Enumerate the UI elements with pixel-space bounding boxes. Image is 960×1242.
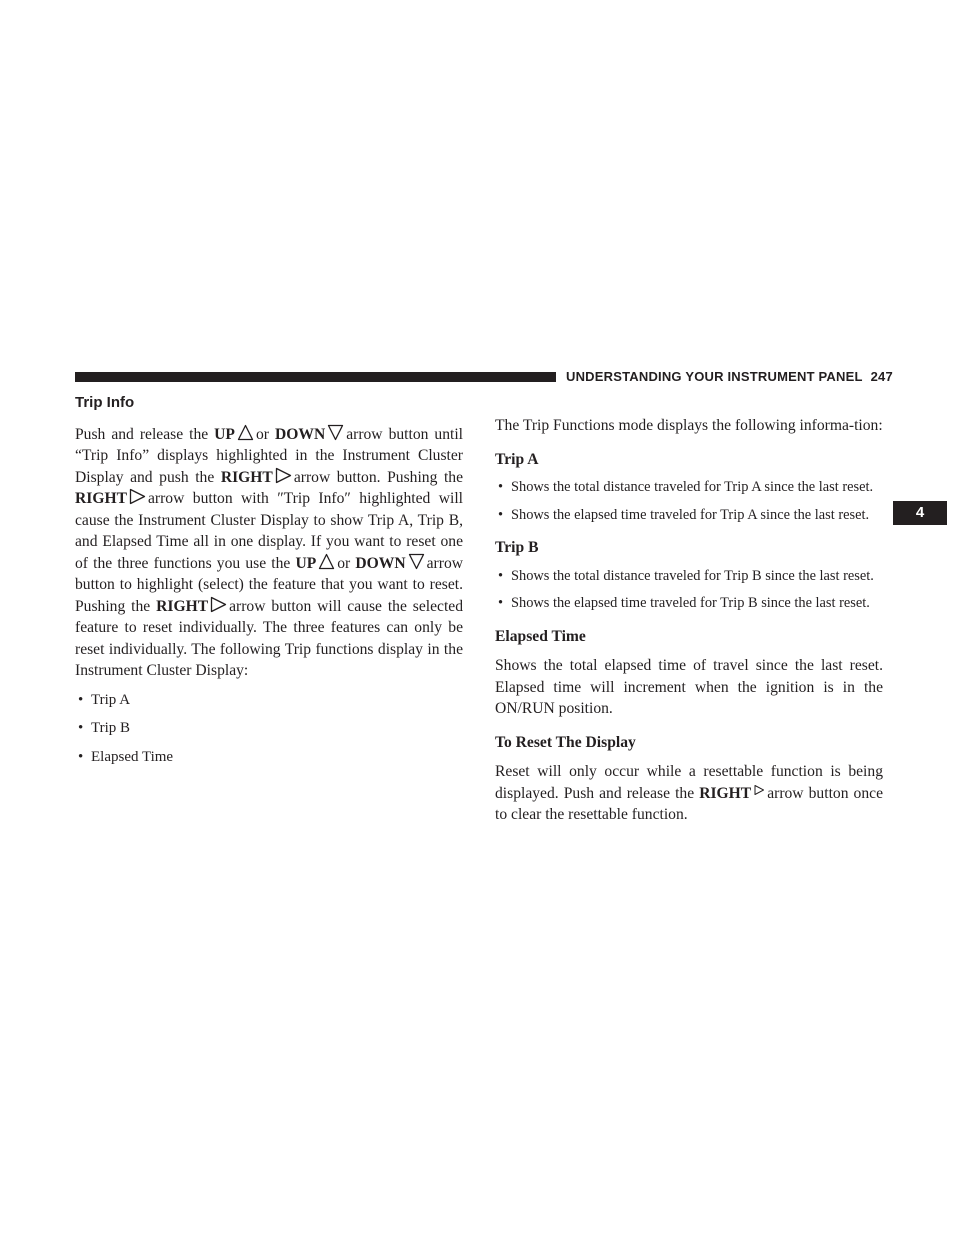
text-run: arrow button with ″Trip Info″ highlighted will cause the Instrument Cluster Display to show Trip A, Trip B, and Elapsed Time all in one display. If you want to reset one of the three functions you use the: [75, 490, 463, 572]
right-arrow-icon: [129, 488, 146, 505]
text-run: arrow button once to clear the resettable function.: [495, 784, 883, 823]
right-keyword: RIGHT: [699, 784, 752, 802]
trip-info-paragraph: [75, 424, 463, 682]
list-item: • Trip B: [75, 718, 463, 740]
right-arrow-icon: [210, 596, 227, 613]
right-keyword: RIGHT: [156, 597, 209, 615]
down-keyword: DOWN: [355, 554, 406, 572]
reset-display-heading: To Reset The Display: [495, 733, 636, 751]
trip-b-list: [495, 567, 883, 614]
trip-b-heading: Trip B: [495, 539, 539, 556]
list-item: • Shows the total distance traveled for Trip A since the last reset.: [495, 478, 883, 498]
chapter-tab: 4: [893, 501, 947, 525]
up-arrow-icon: [237, 424, 254, 441]
right-column: [495, 415, 883, 826]
elapsed-time-paragraph: Shows the total elapsed time of travel since the last reset. Elapsed time will increment when the ignition is in the ON/RUN position.: [495, 657, 883, 717]
list-item: • Shows the total distance traveled for Trip B since the last reset.: [495, 567, 883, 587]
trip-functions-list: [75, 690, 463, 769]
running-header: [566, 369, 893, 384]
list-item: • Trip A: [75, 690, 463, 712]
trip-a-heading: Trip A: [495, 450, 539, 468]
up-keyword: UP: [295, 554, 317, 572]
text-run: Push and release the: [75, 425, 215, 443]
intro-paragraph: The Trip Functions mode displays the following informa-tion:: [495, 417, 883, 434]
text-run: Reset will only occur while a resettable function is being displayed. Push and release the: [495, 763, 883, 802]
trip-info-heading: Trip Info: [75, 394, 135, 411]
header-rule: [75, 372, 556, 382]
trip-a-list: [495, 478, 883, 525]
text-run: arrow button will cause the selected feature to reset individually. The three features can only be reset individually. The following Trip functions display in the Instrument Cluster Display:: [75, 597, 463, 679]
right-arrow-icon: [753, 784, 765, 796]
right-keyword: RIGHT: [220, 468, 273, 486]
right-keyword: RIGHT: [75, 490, 127, 507]
text-run: arrow button until “Trip Info” displays highlighted in the Instrument Cluster Display and push the: [75, 425, 464, 486]
reset-paragraph: [495, 761, 883, 826]
down-keyword: DOWN: [274, 425, 326, 443]
down-arrow-icon: [327, 424, 344, 441]
up-keyword: UP: [214, 425, 235, 443]
list-item: • Elapsed Time: [75, 747, 463, 769]
right-arrow-icon: [275, 467, 292, 484]
up-arrow-icon: [318, 553, 335, 570]
elapsed-time-heading: Elapsed Time: [495, 627, 586, 645]
text-run: or: [255, 425, 275, 443]
text-run: arrow button to highlight (select) the feature that you want to reset. Pushing the: [75, 554, 464, 615]
section-title: UNDERSTANDING YOUR INSTRUMENT PANEL: [566, 369, 863, 384]
list-item: • Shows the elapsed time traveled for Trip B since the last reset.: [495, 594, 883, 614]
down-arrow-icon: [408, 553, 425, 570]
page-number: 247: [870, 369, 893, 384]
left-column: [75, 392, 463, 775]
text-run: arrow button. Pushing the: [293, 468, 463, 486]
list-item: • Shows the elapsed time traveled for Trip A since the last reset.: [495, 506, 883, 526]
text-run: or: [337, 554, 356, 572]
